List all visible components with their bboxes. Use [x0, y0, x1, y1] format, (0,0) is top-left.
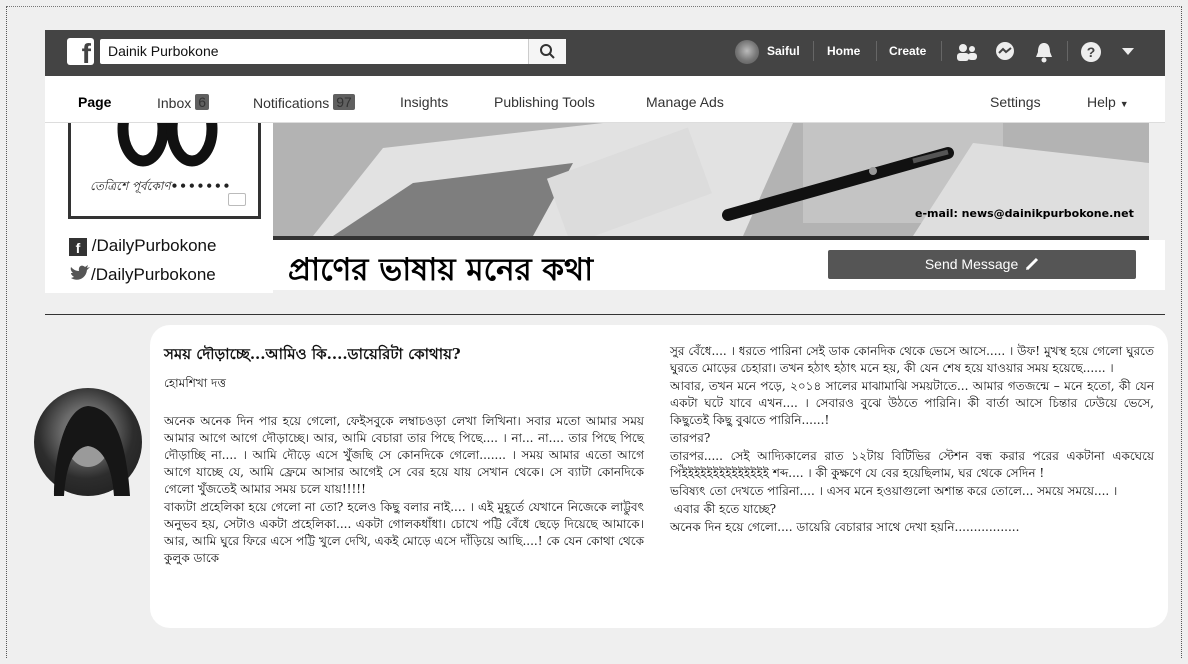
profile-avatar[interactable] [735, 40, 759, 64]
post-paragraph: বাক্যটা প্রহেলিকা হয়ে গেলো না তো? হলেও কিছু বলার নাই.... । এই মুহূর্তে যেখানে নিজেকে লাট্টুবৎ অনুভব হয়, সেটাও একটা প্রহেলিকা.... একটা গোলকধাঁধা। চোখে পট্টি বেঁধে ছেড়ে দিয়েছে আমাকে। আর, আমি ঘুরে ফিরে এসে পট্টি খুলে দেখি, একই মোড়ে এসে দাঁড়িয়ে আছি....! কে যেন কোথা থেকে কুলুক ডাকে [164, 500, 644, 565]
facebook-logo-icon[interactable]: f [67, 38, 94, 65]
search-icon [529, 39, 567, 64]
page-tabs-bar [45, 76, 1165, 123]
tab-help[interactable] [1087, 94, 1129, 110]
post-paragraph: তারপর? [670, 431, 711, 445]
svg-text:?: ? [1086, 44, 1096, 60]
tab-manage-ads[interactable]: Manage Ads [646, 94, 724, 110]
post-paragraph: এবার কী হতে যাচ্ছে? [670, 502, 777, 516]
post-author: হোমশিখা দত্ত [164, 376, 226, 390]
inbox-count-badge: 6 [195, 94, 209, 110]
tab-insights[interactable]: Insights [400, 94, 449, 110]
post-paragraph: তারপর..... সেই আদ্যিকালের রাত ১২টায় বিটিভির স্টেশন বন্ধ করার পরের একটানা একঘেয়ে পিঁইইইইইইইইইইইইইই শব্দ.... । কী কুক্ষণে যে বের হয়েছিলাম, ঘর থেকে সেদিন ! [670, 449, 1154, 480]
cover-photo[interactable] [273, 123, 1149, 236]
author-portrait-image [34, 388, 142, 496]
post-body-left [164, 413, 644, 568]
tab-notifications-label: Notifications [253, 95, 330, 111]
facebook-icon: f [69, 238, 87, 256]
post-paragraph: সুর বেঁধে.... । ধরতে পারিনা সেই ডাক কোনদিক থেকে ভেসে আসে..... । উফ! মুখস্থ হয়ে গেলো ঘুরতে ঘুরতে মোড়ের চেহারা। তখন হঠাৎ হঠাৎ মনে হয়, কী যেন শেষ হয়ে যাওয়ার সময় হয়েছে...... । [670, 344, 1154, 375]
post-title: সময় দৌড়াচ্ছে...আমিও কি....ডায়েরিটা কোথায়? [164, 345, 461, 363]
post-body-right [670, 343, 1154, 537]
separator [813, 41, 814, 61]
post-paragraph: ভবিষ্যৎ তো দেখতে পারিনা.... । এসব মনে হওয়াগুলো অশান্ত করে তোলে... সময়ে সময়ে.... । [670, 484, 1118, 498]
facebook-handle-text: /DailyPurbokone [91, 236, 217, 255]
tab-page[interactable]: Page [78, 94, 112, 110]
twitter-bird-icon [69, 264, 91, 282]
post-paragraph: অনেক অনেক দিন পার হয়ে গেলো, ফেইসবুকে লম্বাচওড়া লেখা লিখিনা। সবার মতো আমার সময় আমার আগে আগে দৌড়াচ্ছে। আর, আমি বেচারা তার পিছে পিছে.... । না... না.... তার পিছে পিছে দৌড়াচ্ছি না.... । আমি দৌড়ে এসে খুঁজছি সে কোনদিকে গেলো....... । সময় আমার এতো আগে আগে যাচ্ছে যে, আমি ফ্রেমে আসার আগেই সে বের হয়ে যায় সেখান থেকে। সে ব্যাটা কোনদিকে গেলো খুঁজতেই আমার সময় চলে যায়!!!!! [164, 414, 644, 496]
separator [1067, 41, 1068, 61]
notifications-bell-icon[interactable] [1033, 40, 1055, 64]
create-link[interactable]: Create [889, 44, 927, 58]
friend-requests-icon[interactable] [955, 42, 979, 62]
twitter-handle-link[interactable] [69, 264, 216, 285]
divider [45, 314, 1165, 315]
tab-inbox-label: Inbox [157, 95, 192, 111]
profile-name-link[interactable]: Saiful [767, 44, 800, 58]
tab-inbox[interactable] [157, 94, 209, 111]
search-button[interactable] [528, 39, 566, 64]
cover-email: e-mail: news@dainikpurbokone.net [915, 207, 1134, 220]
home-link[interactable]: Home [827, 44, 861, 58]
camera-icon[interactable] [228, 193, 246, 206]
help-icon[interactable] [1080, 41, 1102, 63]
messenger-icon[interactable] [994, 41, 1016, 63]
send-message-label: Send Message [924, 256, 1019, 272]
send-message-button[interactable] [828, 250, 1136, 279]
author-avatar[interactable] [34, 388, 142, 496]
search-value: Dainik Purbokone [108, 43, 219, 59]
separator [941, 41, 942, 61]
post-paragraph: আবার, তখন মনে পড়ে, ২০১৪ সালের মাঝামাঝি সময়টাতে... আমার গতজন্মে – মনে হতো, কী যেন একটা ঘটে যাবে এখন.... । সেবারও বুঝে উঠতে পারিনি। কী বার্তা আসে চিন্তার ঢেউয়ে ভেসে, কিছুতেই কিছু বুঝতে পারিনি......! [670, 379, 1154, 427]
help-caret-icon: ▼ [1119, 99, 1129, 109]
twitter-handle-text: /DailyPurbokone [91, 265, 216, 284]
page-headline: প্রাণের ভাষায় মনের কথা [288, 252, 594, 288]
pencil-icon [1025, 257, 1039, 271]
logo-tagline: তেত্রিশে পূর্বকোণ••••••• [90, 179, 232, 193]
notifications-count-badge: 97 [333, 94, 355, 110]
account-menu-caret-icon[interactable] [1121, 46, 1135, 56]
post-paragraph: অনেক দিন হয়ে গেলো.... ডায়েরি বেচারার সাথে দেখা হয়নি................. [670, 520, 1020, 534]
facebook-handle-link[interactable] [69, 236, 216, 256]
tab-notifications[interactable] [253, 94, 355, 111]
separator [876, 41, 877, 61]
tab-help-label: Help [1087, 94, 1116, 110]
tab-publishing-tools[interactable]: Publishing Tools [494, 94, 595, 110]
search-input[interactable] [100, 39, 566, 64]
tab-settings[interactable]: Settings [990, 94, 1041, 110]
